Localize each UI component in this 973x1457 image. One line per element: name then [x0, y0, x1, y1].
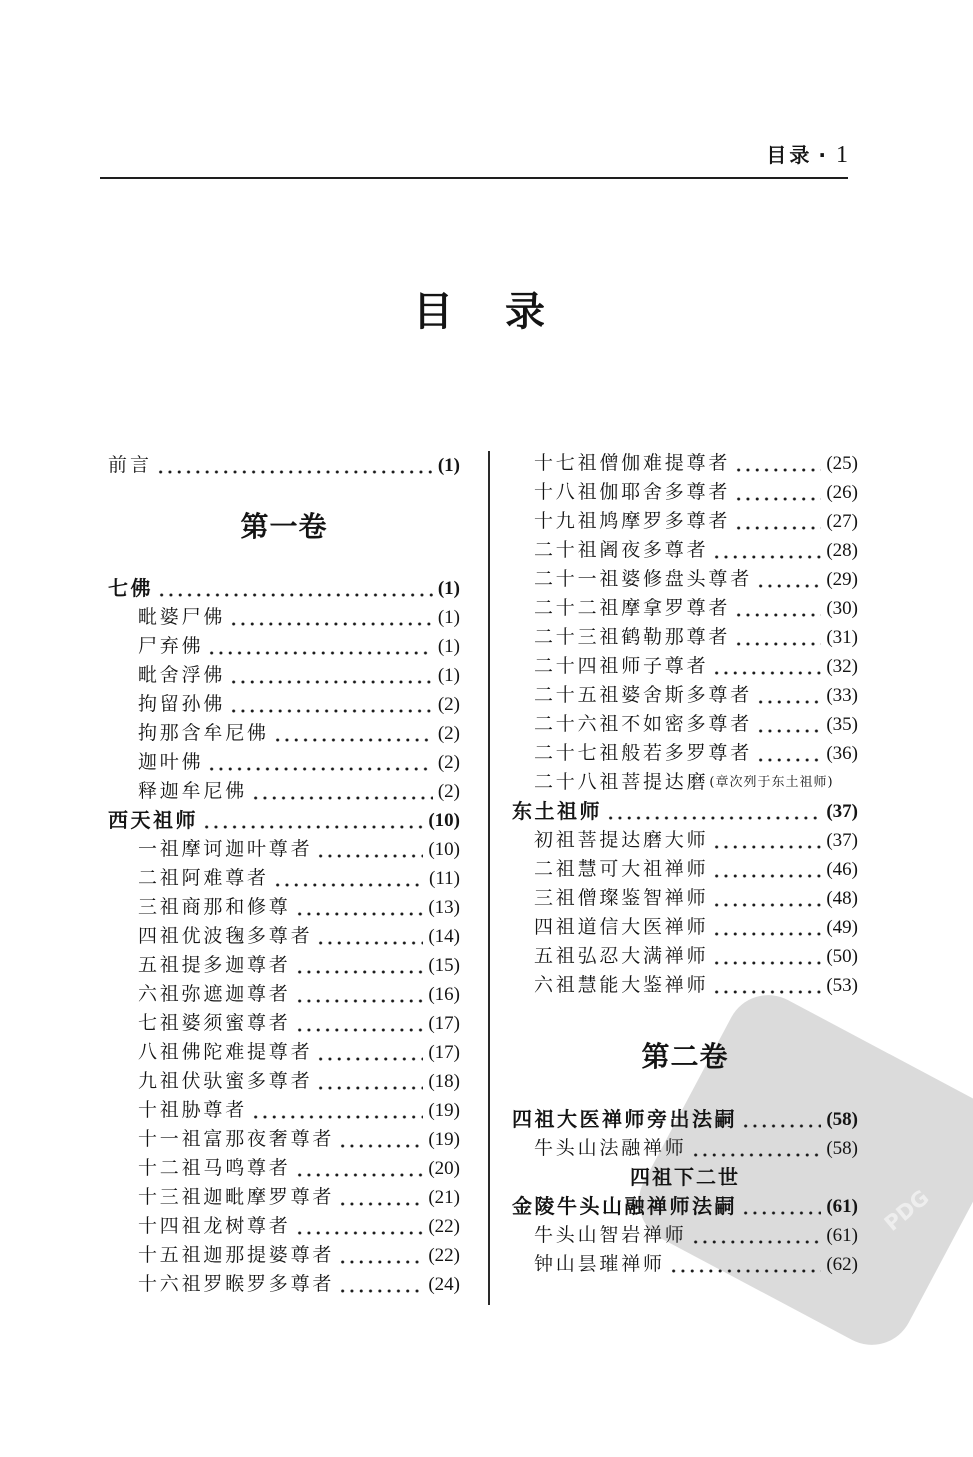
toc-entry: [108, 603, 460, 632]
toc-entry: [512, 623, 858, 652]
entry-title: 初祖菩提达磨大师: [534, 828, 709, 851]
toc-entry: [108, 835, 460, 864]
entry-title: 拘留孙佛: [138, 692, 226, 715]
page-number: (31): [826, 626, 858, 648]
dot-leader: [756, 710, 821, 739]
page-number: (37): [826, 829, 858, 851]
entry-title: 七祖婆须蜜尊者: [138, 1011, 291, 1034]
page-number: (11): [429, 867, 460, 889]
running-title: 目录: [766, 143, 813, 167]
entry-title: 十九祖鸠摩罗多尊者: [534, 509, 731, 532]
toc-section: [108, 806, 460, 835]
toc-entry: [512, 826, 858, 855]
dot-leader: [156, 451, 433, 480]
page-number: (36): [826, 742, 858, 764]
toc-entry: [512, 710, 858, 739]
entry-title: 六祖慧能大鉴禅师: [534, 973, 709, 996]
dot-leader: [295, 1009, 424, 1038]
page-number: (1): [437, 577, 460, 599]
page-number: (30): [826, 597, 858, 619]
dot-leader: [207, 632, 432, 661]
entry-title: 二十祖阇夜多尊者: [534, 538, 709, 561]
page-number: (19): [428, 1128, 460, 1150]
entry-title: 二祖阿难尊者: [138, 866, 269, 889]
toc-entry: [108, 1096, 460, 1125]
entry-title: 五祖弘忍大满禅师: [534, 944, 709, 967]
dot-leader: [741, 1105, 821, 1134]
dot-leader: [229, 661, 433, 690]
dot-leader: [251, 1096, 423, 1125]
entry-title: 十一祖富那夜奢尊者: [138, 1127, 335, 1150]
dot-leader: [756, 739, 821, 768]
toc-entry: [512, 1250, 858, 1279]
toc-entry: [108, 1241, 460, 1270]
entry-title: 钟山昙璀禅师: [534, 1252, 665, 1275]
toc-entry: [108, 661, 460, 690]
page-number: (22): [428, 1215, 460, 1237]
toc-entry: [512, 855, 858, 884]
dot-leader: [295, 1154, 424, 1183]
dot-leader: [316, 922, 423, 951]
toc-entry: [108, 690, 460, 719]
toc-entry: [512, 768, 858, 797]
dot-leader: [712, 971, 821, 1000]
dot-leader: [712, 884, 821, 913]
toc-entry: [108, 1183, 460, 1212]
dot-leader: [338, 1241, 423, 1270]
entry-title: 十五祖迦那提婆尊者: [138, 1243, 335, 1266]
toc-left-column: [108, 451, 460, 1299]
toc-entry: [108, 922, 460, 951]
dot-leader: [741, 1192, 821, 1221]
page-number: (10): [428, 809, 460, 831]
dot-leader: [712, 826, 821, 855]
toc-entry: [108, 864, 460, 893]
dot-leader: [295, 980, 424, 1009]
page-number: (62): [826, 1253, 858, 1275]
entry-title: 二十八祖菩提达磨: [534, 770, 709, 793]
page-number: (58): [826, 1137, 858, 1159]
page-number: (22): [428, 1244, 460, 1266]
dot-leader: [691, 1134, 822, 1163]
page-number: (15): [428, 954, 460, 976]
dot-leader: [734, 623, 821, 652]
toc-entry: [512, 971, 858, 1000]
toc-entry: [512, 739, 858, 768]
dot-leader: [316, 835, 423, 864]
toc-entry: [108, 1038, 460, 1067]
toc-entry: [108, 980, 460, 1009]
dot-leader: [756, 681, 821, 710]
entry-title: 迦叶佛: [138, 750, 204, 773]
entry-title: 毗舍浮佛: [138, 663, 226, 686]
toc-entry: [512, 536, 858, 565]
running-head: [766, 142, 848, 168]
entry-title: 一祖摩诃迦叶尊者: [138, 837, 313, 860]
entry-title: 十四祖龙树尊者: [138, 1214, 291, 1237]
toc-entry: [512, 913, 858, 942]
dot-leader: [669, 1250, 822, 1279]
toc-entry: [512, 478, 858, 507]
toc-entry: [512, 884, 858, 913]
page-number: (1): [437, 606, 460, 628]
dot-leader: [734, 478, 821, 507]
toc-entry: [512, 449, 858, 478]
dot-leader: [756, 565, 821, 594]
page-number: (26): [826, 481, 858, 503]
page-number: (2): [437, 751, 460, 773]
page-number: (33): [826, 684, 858, 706]
toc-section: [108, 574, 460, 603]
toc-section: [512, 1192, 858, 1221]
watermark-text: PDG: [879, 1185, 934, 1236]
dot-leader: [338, 1270, 423, 1299]
dot-leader: [338, 1125, 423, 1154]
entry-title: 金陵牛头山融禅师法嗣: [512, 1193, 737, 1218]
page-number: (37): [826, 800, 858, 822]
toc-entry: [512, 1221, 858, 1250]
page-number: (20): [428, 1157, 460, 1179]
entry-title: 十六祖罗睺罗多尊者: [138, 1272, 335, 1295]
toc-entry: [108, 1154, 460, 1183]
dot-leader: [157, 574, 433, 603]
dot-leader: [202, 806, 423, 835]
page-number: (58): [826, 1108, 858, 1130]
entry-title: 三祖僧璨鉴智禅师: [534, 886, 709, 909]
dot-leader: [734, 507, 821, 536]
page-number: (46): [826, 858, 858, 880]
entry-title: 释迦牟尼佛: [138, 779, 248, 802]
entry-title: 八祖佛陀难提尊者: [138, 1040, 313, 1063]
page-number: (27): [826, 510, 858, 532]
page-number: (1): [437, 664, 460, 686]
entry-title: 牛头山智岩禅师: [534, 1223, 687, 1246]
dot-leader: [207, 748, 432, 777]
entry-title: 西天祖师: [108, 807, 198, 832]
page-number: (1): [437, 635, 460, 657]
page-number: (61): [826, 1224, 858, 1246]
dot-leader: [712, 652, 821, 681]
page-number: (50): [826, 945, 858, 967]
dot-leader: [295, 951, 424, 980]
toc-entry: [512, 1134, 858, 1163]
dot-leader: [229, 690, 433, 719]
toc-section: [512, 797, 858, 826]
page-number: (35): [826, 713, 858, 735]
dot-leader: [273, 719, 433, 748]
entry-title: 二祖慧可大祖禅师: [534, 857, 709, 880]
page-number: (13): [428, 896, 460, 918]
dot-leader: [229, 603, 433, 632]
page-number: (17): [428, 1012, 460, 1034]
entry-title: 二十三祖鹤勒那尊者: [534, 625, 731, 648]
entry-title: 毗婆尸佛: [138, 605, 226, 628]
dot-leader: [712, 913, 821, 942]
page-number: (16): [428, 983, 460, 1005]
dot-leader: [712, 536, 821, 565]
dot-leader: [606, 797, 821, 826]
entry-title: 十祖胁尊者: [138, 1098, 248, 1121]
volume-heading: 第二卷: [641, 1040, 729, 1073]
toc-entry: [512, 565, 858, 594]
volume-heading: 第一卷: [240, 510, 328, 543]
toc-entry: [108, 777, 460, 806]
entry-title: 六祖弥遮迦尊者: [138, 982, 291, 1005]
page-number: (17): [428, 1041, 460, 1063]
dot-leader: [691, 1221, 822, 1250]
toc-section: [512, 1105, 858, 1134]
column-divider: [488, 451, 490, 1305]
toc-entry: [512, 507, 858, 536]
page-number: (2): [437, 722, 460, 744]
entry-title: 二十四祖师子尊者: [534, 654, 709, 677]
entry-note: (章次列于东土祖师): [709, 774, 834, 790]
entry-title: 十三祖迦毗摩罗尊者: [138, 1185, 335, 1208]
entry-title: 拘那含牟尼佛: [138, 721, 269, 744]
dot-leader: [712, 942, 821, 971]
toc-entry: [108, 951, 460, 980]
page-number: (25): [826, 452, 858, 474]
dot-leader: [316, 1038, 423, 1067]
dot-leader: [338, 1183, 423, 1212]
entry-title: 二十六祖不如密多尊者: [534, 712, 753, 735]
page-number: (10): [428, 838, 460, 860]
entry-title: 牛头山法融禅师: [534, 1136, 687, 1159]
entry-title: 三祖商那和修尊: [138, 895, 291, 918]
toc-entry: [108, 1009, 460, 1038]
page-number: (1): [437, 455, 460, 476]
page-number: (14): [428, 925, 460, 947]
page-number: (53): [826, 974, 858, 996]
page-number: (2): [437, 693, 460, 715]
header-rule: [100, 177, 848, 179]
toc-entry: [108, 719, 460, 748]
page-number: (48): [826, 887, 858, 909]
page-number: (32): [826, 655, 858, 677]
toc-entry: [512, 594, 858, 623]
subsection-heading: 四祖下二世: [630, 1164, 740, 1189]
entry-title: 九祖伏驮蜜多尊者: [138, 1069, 313, 1092]
dot-leader: [295, 1212, 424, 1241]
dot-leader: [295, 893, 424, 922]
dot-leader: [734, 594, 821, 623]
entry-title: 十七祖僧伽难提尊者: [534, 451, 731, 474]
dot-leader: [273, 864, 424, 893]
page-number: (19): [428, 1099, 460, 1121]
entry-title: 东土祖师: [512, 798, 602, 823]
entry-title: 二十二祖摩拿罗尊者: [534, 596, 731, 619]
page-title: 目录: [413, 289, 597, 335]
entry-title: 二十一祖婆修盘头尊者: [534, 567, 753, 590]
toc-entry: [512, 942, 858, 971]
entry-title: 四祖优波毱多尊者: [138, 924, 313, 947]
header-separator: ·: [818, 143, 826, 167]
toc-entry: [108, 1125, 460, 1154]
entry-title: 七佛: [108, 575, 153, 600]
page-number: (28): [826, 539, 858, 561]
toc-entry: [108, 893, 460, 922]
entry-title: 尸弃佛: [138, 634, 204, 657]
page-number: (61): [826, 1195, 858, 1217]
page-number: (29): [826, 568, 858, 590]
page-number: (24): [428, 1273, 460, 1295]
dot-leader: [734, 449, 821, 478]
toc-entry: [512, 681, 858, 710]
toc-front-matter: [108, 451, 460, 480]
toc-entry: [108, 632, 460, 661]
toc-entry: [108, 1212, 460, 1241]
toc-entry: [108, 1270, 460, 1299]
toc-entry: [108, 1067, 460, 1096]
page-number: (18): [428, 1070, 460, 1092]
page-number: (2): [437, 780, 460, 802]
header-page-number: 1: [836, 142, 848, 168]
entry-title: 五祖提多迦尊者: [138, 953, 291, 976]
entry-title: 十八祖伽耶舍多尊者: [534, 480, 731, 503]
page-number: (21): [428, 1186, 460, 1208]
dot-leader: [316, 1067, 423, 1096]
entry-title: 前言: [108, 454, 153, 476]
page-number: (49): [826, 916, 858, 938]
entry-title: 四祖大医禅师旁出法嗣: [512, 1106, 737, 1131]
toc-entry: [108, 748, 460, 777]
entry-title: 四祖道信大医禅师: [534, 915, 709, 938]
toc-entry: [512, 652, 858, 681]
entry-title: 二十五祖婆舍斯多尊者: [534, 683, 753, 706]
toc-right-column: [512, 449, 858, 1279]
entry-title: 二十七祖般若多罗尊者: [534, 741, 753, 764]
entry-title: 十二祖马鸣尊者: [138, 1156, 291, 1179]
dot-leader: [712, 855, 821, 884]
dot-leader: [251, 777, 433, 806]
